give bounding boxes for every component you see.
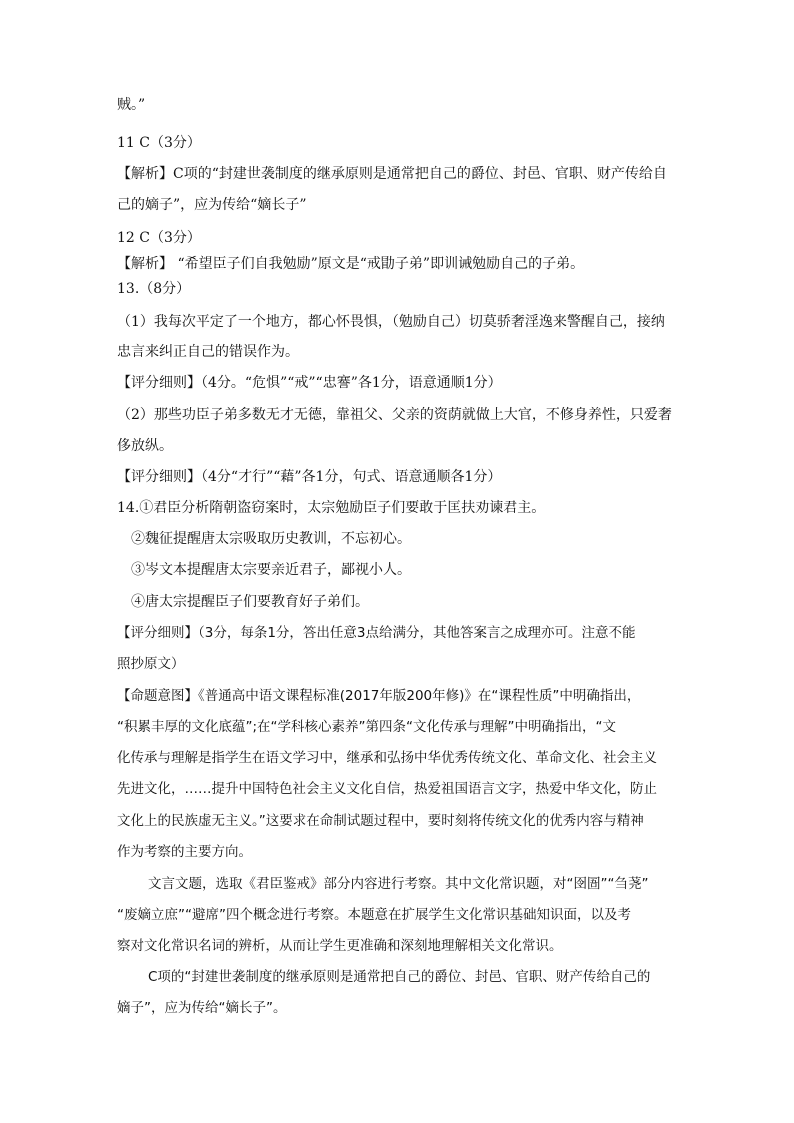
q13-part2-line2: 侈放纵。 (117, 438, 173, 454)
intent-para2-line1: 文言文题，选取《君臣鉴戒》部分内容进行考察。其中文化常识题，对“囹圄”“刍荛” (148, 876, 649, 892)
intent-line3: 化传承与理解是指学生在语文学习中，继承和弘扬中华优秀传统文化、革命文化、社会主义 (117, 750, 657, 766)
question-13: 13.（8分） (117, 281, 191, 297)
intent-line2: “积累丰厚的文化底蕴”;在“学科核心素养”第四条“文化传承与理解”中明确指出，“文 (117, 719, 617, 735)
q14-point3: ③岑文本提醒唐太宗要亲近君子，鄙视小人。 (131, 562, 411, 578)
q14-point2: ②魏征提醒唐太宗吸取历史教训，不忘初心。 (131, 531, 411, 547)
intent-para2-line2: “废嫡立庶”“避席”四个概念进行考察。本题意在扩展学生文化常识基础知识面，以及考 (117, 907, 631, 923)
scoring-q13-part2: 【评分细则】（4分“才行”“藉”各1分，句式、语意通顺各1分） (117, 469, 502, 485)
intent-line1: 【命题意图】《普通高中语文课程标准(2017年版200年修)》在“课程性质”中明确指出， (117, 688, 641, 704)
intent-para3-line2: 嫡子”，应为传给“嫡长子”。 (117, 1000, 287, 1016)
q13-part1-line1: （1）我每次平定了一个地方，都心怀畏惧，（勉励自己）切莫骄奢淫逸来警醒自己，接纳 (117, 314, 665, 330)
intent-line6: 作为考察的主要方向。 (117, 844, 252, 860)
scoring-q14-line1: 【评分细则】（3分，每条1分，答出任意3点给满分，其他答案言之成理亦可。注意不能 (117, 625, 636, 641)
q14-point1: 14.①君臣分析隋朝盗窃案时，太宗勉励臣子们要敢于匡扶劝谏君主。 (117, 500, 546, 516)
scoring-q14-line2: 照抄原文） (117, 656, 185, 672)
analysis-11-line2: 己的嫡子”，应为传给“嫡长子” (117, 197, 307, 213)
answer-11: 11 C（3分） (117, 135, 201, 151)
answer-12: 12 C（3分） (117, 230, 201, 246)
q13-part2-line1: （2）那些功臣子弟多数无才无德，靠祖父、父亲的资荫就做上大官，不修身养性，只爱奢 (117, 407, 672, 423)
q14-point4: ④唐太宗提醒臣子们要教育好子弟们。 (131, 594, 369, 610)
analysis-11-line1: 【解析】C项的“封建世袭制度的继承原则是通常把自己的爵位、封邑、官职、财产传给自 (117, 166, 667, 182)
scoring-q13-part1: 【评分细则】（4分。“危惧”“戒”“忠謇”各1分，语意通顺1分） (117, 375, 502, 391)
intent-para2-line3: 察对文化常识名词的辨析，从而让学生更准确和深刻地理解相关文化常识。 (117, 938, 563, 954)
intent-line5: 文化上的民族虚无主义。”这要求在命制试题过程中，要时刻将传统文化的优秀内容与精神 (117, 813, 644, 829)
analysis-12: 【解析】 “希望臣子们自我勉励”原文是“戒勖子弟”即训诫勉励自己的子弟。 (117, 256, 585, 272)
intent-line4: 先进文化，……提升中国特色社会主义文化自信，热爱祖国语言文字，热爱中华文化，防止 (117, 781, 657, 797)
intent-para3-line1: C项的“封建世袭制度的继承原则是通常把自己的爵位、封邑、官职、财产传给自己的 (148, 969, 651, 985)
text-line: 贼。” (117, 97, 146, 113)
q13-part1-line2: 忠言来纠正自己的错误作为。 (117, 344, 299, 360)
